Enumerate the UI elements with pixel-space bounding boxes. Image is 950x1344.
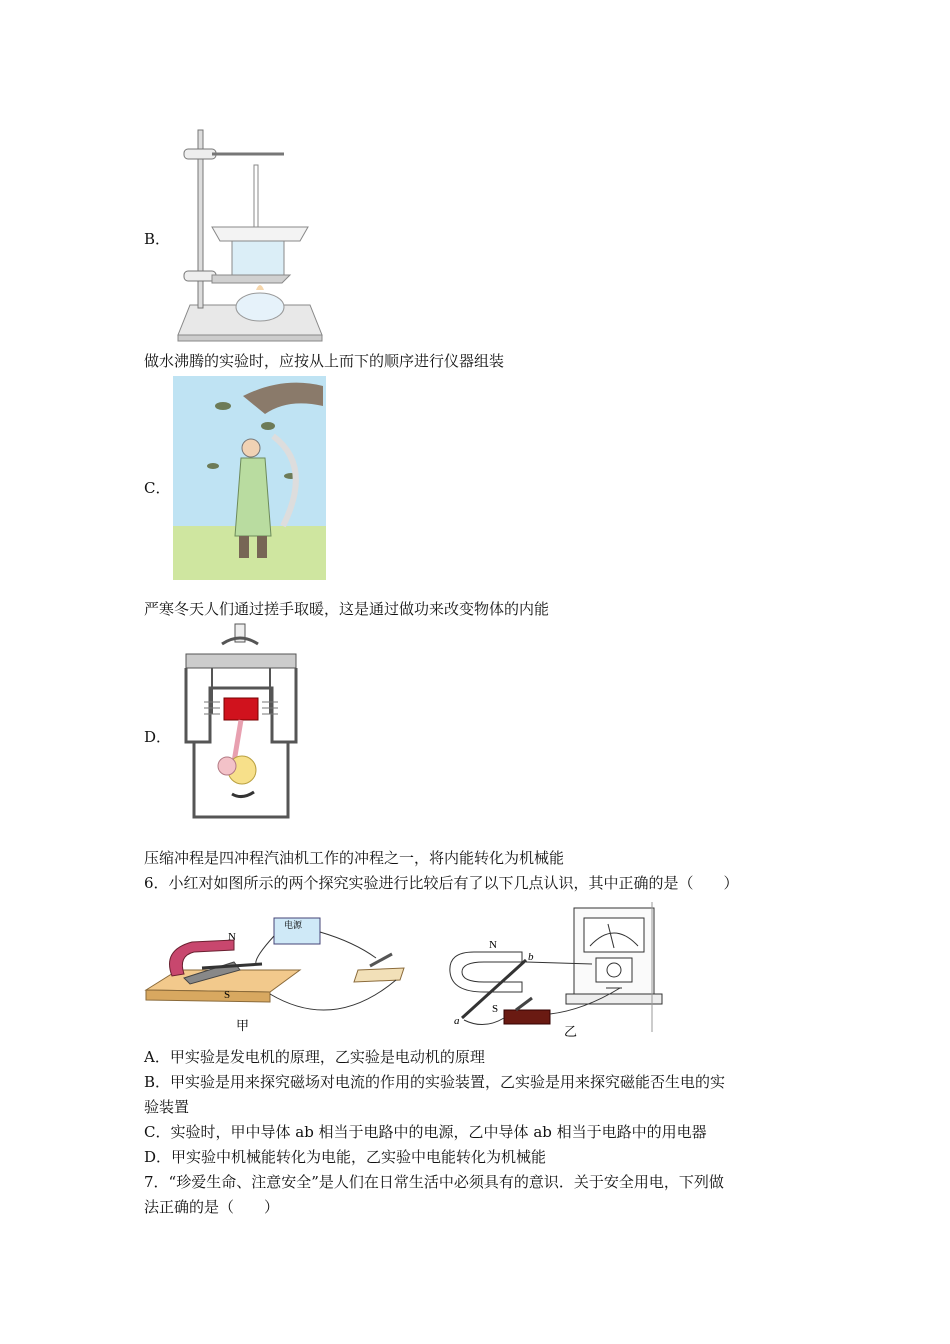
option-d-caption: 压缩冲程是四冲程汽油机工作的冲程之一，将内能转化为机械能 — [144, 849, 565, 867]
conductor-end-a: a — [454, 1015, 460, 1027]
option-c-caption: 严寒冬天人们通过搓手取暖，这是通过做功来改变物体的内能 — [144, 600, 550, 618]
power-supply-label: 电源 — [284, 920, 303, 930]
conductor-end-b: b — [528, 951, 534, 963]
q6-option-b-cont: 验装置 — [144, 1098, 190, 1116]
q6-option-a: A．甲实验是发电机的原理，乙实验是电动机的原理 — [144, 1048, 485, 1066]
s-pole-label-right: S — [492, 1003, 499, 1015]
option-d-label: D． — [144, 728, 172, 746]
q6-option-c: C．实验时，甲中导体 ab 相当于电路中的电源，乙中导体 ab 相当于电路中的用电器 — [144, 1123, 707, 1141]
option-b-caption: 做水沸腾的实验时，应按从上而下的顺序进行仪器组装 — [144, 352, 505, 370]
s-pole-label-left: S — [224, 989, 231, 1001]
engine-stroke-figure — [182, 622, 300, 822]
boiling-apparatus-figure — [172, 125, 332, 347]
question-6-stem: 6．小红对如图所示的两个探究实验进行比较后有了以下几点认识，其中正确的是（ ） — [144, 874, 739, 892]
experiment-comparison-figure — [144, 902, 664, 1042]
question-7-stem-line2: 法正确的是（ ） — [144, 1198, 280, 1216]
option-b-label: B． — [144, 230, 171, 248]
option-c-label: C． — [144, 479, 171, 497]
q6-option-d: D．甲实验中机械能转化为电能，乙实验中电能转化为机械能 — [144, 1148, 547, 1166]
winter-hand-rubbing-figure — [173, 376, 326, 580]
n-pole-label-right: N — [489, 939, 497, 951]
q6-option-b: B．甲实验是用来探究磁场对电流的作用的实验装置，乙实验是用来探究磁能否生电的实 — [144, 1073, 726, 1091]
n-pole-label-left: N — [228, 931, 236, 943]
question-7-stem-line1: 7．“珍爱生命、注意安全”是人们在日常生活中必须具有的意识．关于安全用电，下列做 — [144, 1173, 724, 1191]
experiment-right-label: 乙 — [564, 1024, 578, 1039]
experiment-left-label: 甲 — [236, 1018, 250, 1033]
